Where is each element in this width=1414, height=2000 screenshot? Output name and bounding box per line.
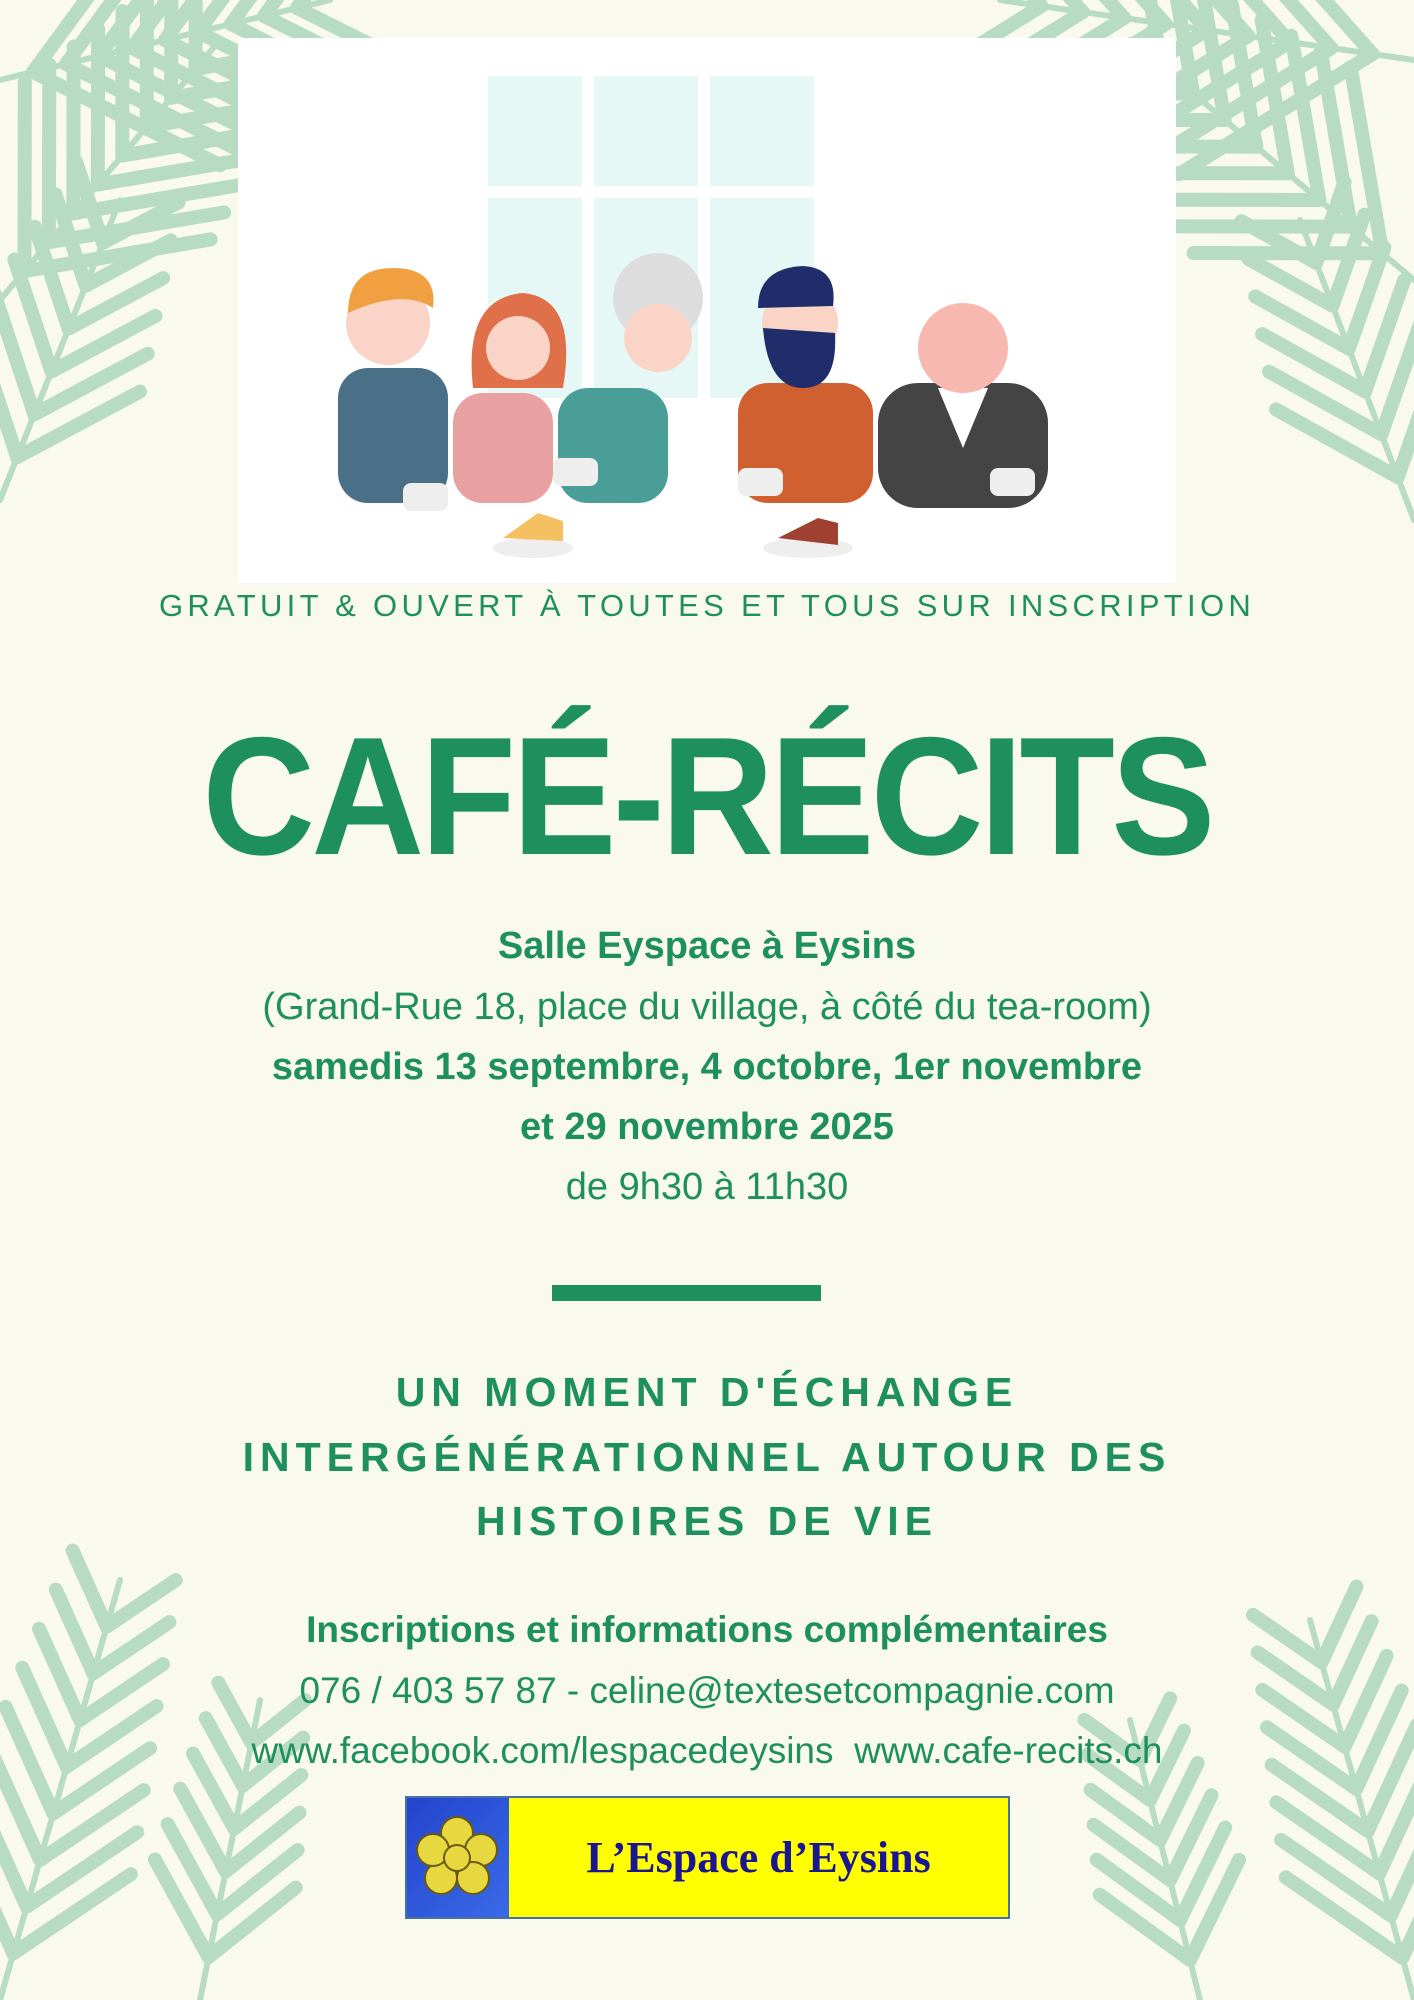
contact-heading: Inscriptions et informations complémentaires — [306, 1609, 1108, 1650]
espace-eysins-logo — [405, 1796, 1010, 1919]
address: (Grand-Rue 18, place du village, à côté du tea-room) — [262, 986, 1152, 1028]
person-young-man-icon — [338, 268, 448, 503]
logo-text: L’Espace d’Eysins — [586, 1833, 931, 1882]
dates-line-2: et 29 novembre 2025 — [520, 1106, 894, 1148]
tagline-line-3: HISTOIRES DE VIE — [475, 1498, 939, 1544]
divider — [552, 1285, 821, 1301]
dates-line-1: samedis 13 septembre, 4 octobre, 1er novembre — [271, 1046, 1143, 1088]
tagline-line-2: INTERGÉNÉRATIONNEL AUTOUR DES — [242, 1434, 1172, 1480]
rose-icon — [407, 1798, 509, 1917]
time: de 9h30 à 11h30 — [565, 1166, 849, 1208]
page-title: CAFÉ-RÉCITS — [202, 702, 1212, 890]
contact-phone-email: 076 / 403 57 87 - celine@textesetcompagnie.com — [299, 1670, 1115, 1711]
free-registration-subtitle: GRATUIT & OUVERT À TOUTES ET TOUS SUR INSCRIPTION — [158, 588, 1256, 623]
contact-websites: www.facebook.com/lespacedeysins www.cafe-recits.ch — [251, 1730, 1163, 1771]
cafe-illustration — [238, 38, 1176, 583]
tagline-line-1: UN MOMENT D'ÉCHANGE — [395, 1369, 1019, 1415]
venue: Salle Eyspace à Eysins — [497, 925, 917, 967]
